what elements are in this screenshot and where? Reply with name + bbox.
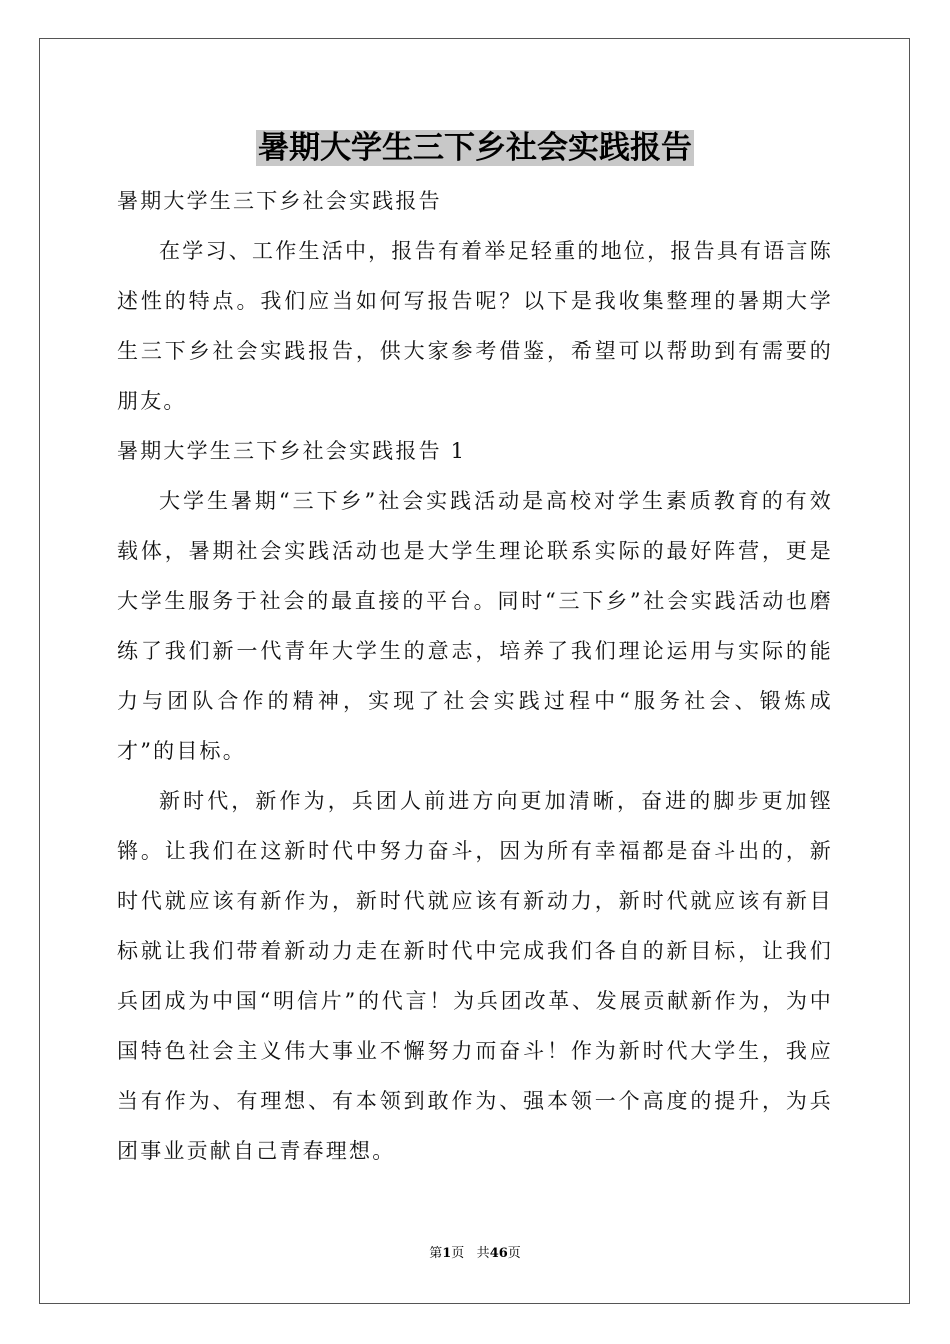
page-prefix: 第: [429, 1246, 443, 1261]
paragraph-body-2: 新时代，新作为，兵团人前进方向更加清晰，奋进的脚步更加铿锵。让我们在这新时代中努力奋斗，因为所有幸福都是奋斗出的，新时代就应该有新作为，新时代就应该有新动力，新时代就应该有新目标就让我们带着新动力走在新时代中完成我们各自的新目标，让我们兵团成为中国“明信片”的代言！为兵团改革、发展贡献新作为，为中国特色社会主义伟大事业不懈努力而奋斗！作为新时代大学生，我应当有作为、有理想、有本领到敢作为、强本领一个高度的提升，为兵团事业贡献自己青春理想。: [117, 789, 833, 1163]
paragraph-section-heading: 暑期大学生三下乡社会实践报告 1: [117, 439, 467, 463]
page-footer: [0, 1244, 950, 1264]
page-current: 1: [442, 1246, 452, 1261]
paragraph-subtitle: 暑期大学生三下乡社会实践报告: [117, 189, 442, 213]
paragraph-body-1: 大学生暑期“三下乡”社会实践活动是高校对学生素质教育的有效载体，暑期社会实践活动也是大学生理论联系实际的最好阵营，更是大学生服务于社会的最直接的平台。同时“三下乡”社会实践活动也磨练了我们新一代青年大学生的意志，培养了我们理论运用与实际的能力与团队合作的精神，实现了社会实践过程中“服务社会、锻炼成才”的目标。: [117, 489, 833, 763]
page-total: 46: [489, 1246, 508, 1261]
page-suffix: 页: [451, 1246, 465, 1261]
total-suffix: 页: [507, 1246, 521, 1261]
document-title-text: 暑期大学生三下乡社会实践报告: [258, 130, 692, 166]
total-prefix: 共: [476, 1246, 490, 1261]
paragraph-intro: 在学习、工作生活中，报告有着举足轻重的地位，报告具有语言陈述性的特点。我们应当如何写报告呢？以下是我收集整理的暑期大学生三下乡社会实践报告，供大家参考借鉴，希望可以帮助到有需要的朋友。: [117, 239, 833, 413]
document-body: [117, 176, 833, 1176]
document-title: [0, 126, 950, 170]
